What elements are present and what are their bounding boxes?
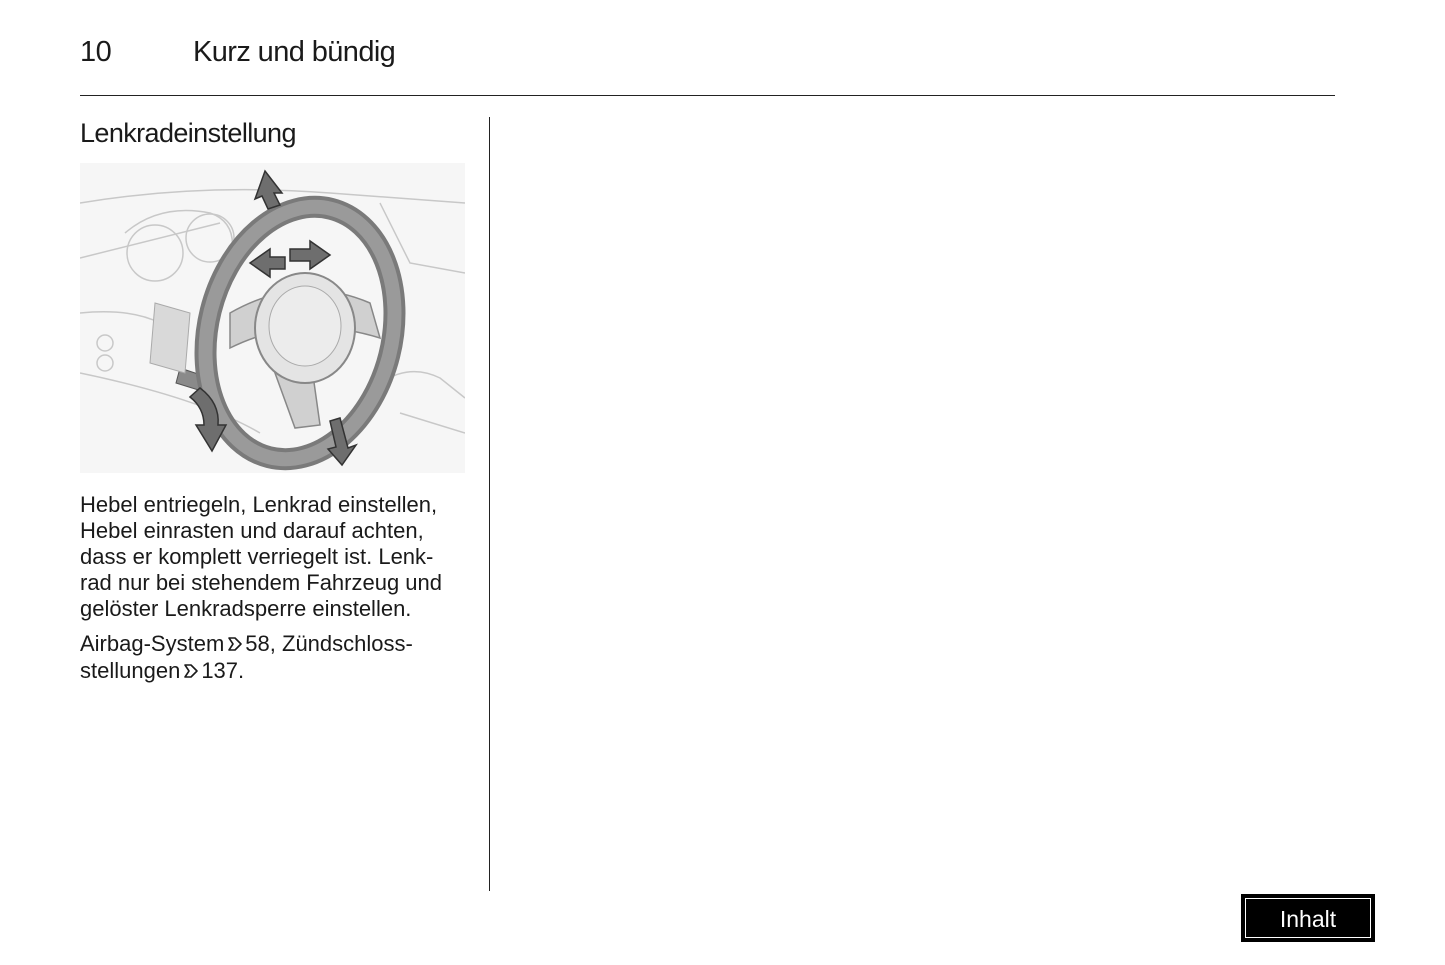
steering-wheel-adjustment-illustration xyxy=(80,163,465,473)
body-line: Hebel einrasten und darauf achten, xyxy=(80,518,424,543)
body-line: dass er komplett verriegelt ist. Lenk- xyxy=(80,544,434,569)
airbag-page-ref[interactable]: 58, xyxy=(245,631,276,656)
column-divider xyxy=(489,117,490,891)
body-line: rad nur bei stehendem Fahrzeug und xyxy=(80,570,443,595)
reference-arrow-icon xyxy=(227,635,243,653)
chapter-title: Kurz und bündig xyxy=(193,36,396,68)
reference-arrow-icon xyxy=(183,662,199,680)
ignition-positions-link-cont[interactable]: stellungen xyxy=(80,658,181,683)
contents-button[interactable]: Inhalt xyxy=(1241,894,1375,942)
instruction-paragraph xyxy=(80,492,480,622)
header-divider xyxy=(80,95,1335,96)
body-line: Hebel entriegeln, Lenkrad einstellen, xyxy=(80,492,438,517)
cross-references xyxy=(80,630,480,684)
body-line: gelöster Lenkradsperre einstellen. xyxy=(80,596,412,621)
airbag-system-link[interactable]: Airbag-System xyxy=(80,631,225,656)
page-number: 10 xyxy=(80,36,112,68)
ignition-positions-link[interactable]: Zündschloss- xyxy=(282,631,413,656)
ignition-page-ref[interactable]: 137. xyxy=(201,658,245,683)
section-heading: Lenkradeinstellung xyxy=(80,118,296,148)
